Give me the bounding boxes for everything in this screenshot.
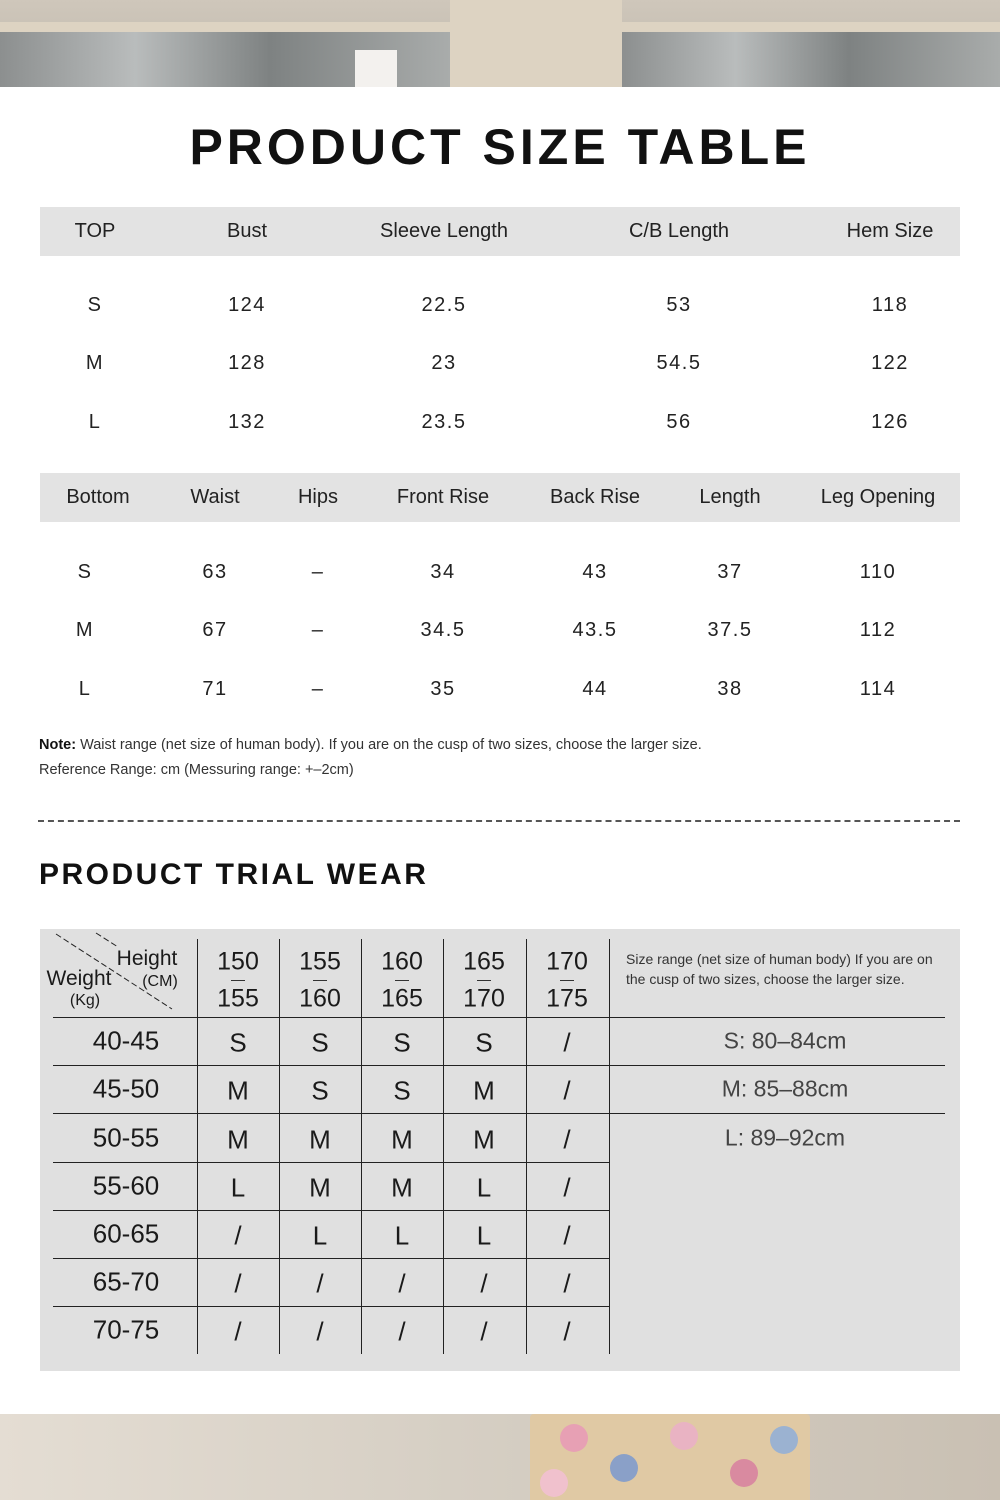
bottom-table-cell: S xyxy=(77,561,93,583)
bottom-table-cell: 35 xyxy=(430,678,456,700)
height-col-top: 165 xyxy=(463,947,505,976)
top-table-cell: M xyxy=(85,352,105,374)
top-table-cell: L xyxy=(88,411,102,433)
size-cell: / xyxy=(398,1268,406,1299)
size-cell: / xyxy=(563,1316,571,1347)
grid-vertical-line xyxy=(443,939,444,1354)
size-cell: / xyxy=(563,1268,571,1299)
corner-cm-label: (CM) xyxy=(142,973,178,990)
grid-horizontal-line xyxy=(53,1210,609,1211)
range-note: Size range (net size of human body) If you are on the cusp of two sizes, choose the larger size. xyxy=(626,951,933,987)
bottom-header-cell: Back Rise xyxy=(549,486,641,508)
size-cell: L xyxy=(476,1220,492,1251)
size-cell: / xyxy=(480,1316,488,1347)
top-table-cell: 122 xyxy=(871,352,909,374)
bottom-table-cell: 110 xyxy=(859,561,897,583)
top-table-cell: 54.5 xyxy=(656,352,702,374)
bottom-table-cell: – xyxy=(311,561,325,583)
bottom-header-cell: Leg Opening xyxy=(820,486,936,508)
weight-range-cell: 45-50 xyxy=(92,1073,160,1104)
size-cell: M xyxy=(309,1172,331,1203)
height-col-dash xyxy=(395,980,409,981)
size-cell: / xyxy=(563,1220,571,1251)
bottom-table-cell: 34 xyxy=(430,561,456,583)
top-header-cell: C/B Length xyxy=(628,220,730,242)
height-col-dash xyxy=(313,980,327,981)
bottom-table-cell: L xyxy=(78,678,92,700)
bottom-table-cell: 44 xyxy=(582,678,608,700)
top-table-cell: 128 xyxy=(228,352,266,374)
size-cell: M xyxy=(391,1172,413,1203)
bottom-header-cell: Waist xyxy=(190,486,240,508)
bottom-photo-strip xyxy=(0,1414,1000,1500)
top-photo-strip xyxy=(0,0,1000,87)
page-title: PRODUCT SIZE TABLE xyxy=(189,119,811,175)
height-col-bottom: 170 xyxy=(463,984,505,1013)
height-col-bottom: 155 xyxy=(217,984,259,1013)
height-col-bottom: 160 xyxy=(299,984,341,1013)
size-cell: S xyxy=(475,1027,493,1058)
bottom-table-cell: 37.5 xyxy=(707,619,753,641)
trial-wear-table xyxy=(40,929,960,1371)
height-col-top: 160 xyxy=(381,947,423,976)
bottom-table-cell: 34.5 xyxy=(420,619,466,641)
corner-height-label: Height xyxy=(116,947,178,970)
top-header-cell: Bust xyxy=(226,220,268,242)
height-col-dash xyxy=(477,980,491,981)
bottom-header-cell: Bottom xyxy=(66,486,130,508)
grid-horizontal-line xyxy=(53,1162,609,1163)
bottom-table-cell: 71 xyxy=(202,678,228,700)
bottom-header-cell: Front Rise xyxy=(396,486,490,508)
top-table-cell: 118 xyxy=(871,294,909,316)
weight-range-cell: 40-45 xyxy=(92,1025,160,1056)
size-cell: S xyxy=(393,1075,411,1106)
size-cell: / xyxy=(234,1268,242,1299)
grid-vertical-line xyxy=(279,939,280,1354)
note-line-1 xyxy=(39,737,702,753)
bottom-header-cell: Length xyxy=(699,486,761,508)
grid-horizontal-line xyxy=(609,1017,945,1018)
height-col-top: 150 xyxy=(217,947,259,976)
grid-vertical-line xyxy=(526,939,527,1354)
weight-range-cell: 65-70 xyxy=(92,1266,160,1297)
trial-wear-title: PRODUCT TRIAL WEAR xyxy=(39,858,429,891)
top-table-cell: 56 xyxy=(666,411,692,433)
bottom-table-cell: M xyxy=(75,619,95,641)
size-cell: S xyxy=(393,1027,411,1058)
top-table-cell: 53 xyxy=(666,294,692,316)
size-cell: / xyxy=(316,1268,324,1299)
top-header-cell: Sleeve Length xyxy=(380,220,508,242)
bottom-table-cell: 43 xyxy=(582,561,608,583)
size-cell: M xyxy=(309,1124,331,1154)
height-col-bottom: 165 xyxy=(381,984,423,1013)
grid-horizontal-line xyxy=(609,1065,945,1066)
note-text: Waist range (net size of human body). If you are on the cusp of two sizes, choose the larger size. xyxy=(80,737,702,753)
size-cell: / xyxy=(563,1172,571,1203)
size-cell: L xyxy=(476,1172,492,1203)
corner-kg-label: (Kg) xyxy=(69,992,101,1009)
bottom-table-cell: 67 xyxy=(202,619,228,641)
weight-range-cell: 70-75 xyxy=(92,1314,160,1345)
grid-horizontal-line xyxy=(53,1306,609,1307)
grid-vertical-line xyxy=(197,939,198,1354)
size-cell: / xyxy=(398,1316,406,1347)
height-col-dash xyxy=(560,980,574,981)
size-cell: L xyxy=(312,1220,328,1251)
bust-range-cell: L: 89–92cm xyxy=(724,1124,846,1150)
size-cell: / xyxy=(563,1124,571,1154)
bottom-table-cell: 37 xyxy=(717,561,743,583)
weight-range-cell: 60-65 xyxy=(92,1218,160,1249)
height-col-dash xyxy=(231,980,245,981)
height-col-bottom: 175 xyxy=(546,984,588,1013)
size-cell: / xyxy=(316,1316,324,1347)
top-table-cell: 23.5 xyxy=(421,411,467,433)
size-cell: S xyxy=(311,1027,329,1058)
note-line-2: Reference Range: cm (Messuring range: +–2cm) xyxy=(39,762,354,778)
top-table-cell: 132 xyxy=(228,411,266,433)
size-cell: S xyxy=(229,1027,247,1058)
size-cell: M xyxy=(227,1075,249,1106)
section-divider xyxy=(38,820,960,822)
top-table-cell: 124 xyxy=(228,294,266,316)
skirt-photo xyxy=(530,1414,810,1500)
size-cell: / xyxy=(234,1220,242,1251)
bottom-table-cell: 63 xyxy=(202,561,228,583)
top-table-cell: S xyxy=(87,294,103,316)
top-header-cell: TOP xyxy=(74,220,116,242)
bottom-table-cell: 112 xyxy=(859,619,897,641)
size-cell: M xyxy=(473,1075,495,1106)
top-table-cell: 126 xyxy=(871,411,909,433)
grid-horizontal-line xyxy=(53,1017,609,1018)
bottom-table-cell: 43.5 xyxy=(572,619,618,641)
height-col-top: 155 xyxy=(299,947,341,976)
top-table-cell: 23 xyxy=(431,352,457,374)
bust-range-cell: S: 80–84cm xyxy=(723,1027,847,1054)
size-cell: M xyxy=(473,1124,495,1154)
grid-horizontal-line xyxy=(53,1258,609,1259)
bottom-table-cell: 38 xyxy=(717,678,743,700)
note-label: Note: xyxy=(39,737,77,753)
grid-horizontal-line xyxy=(609,1113,945,1114)
bottom-table-cell: – xyxy=(311,619,325,641)
size-cell: M xyxy=(391,1124,413,1154)
bottom-table-cell: 114 xyxy=(859,678,897,700)
top-header-cell: Hem Size xyxy=(846,220,934,242)
size-cell: L xyxy=(394,1220,410,1251)
size-cell: / xyxy=(480,1268,488,1299)
top-table-cell: 22.5 xyxy=(421,294,467,316)
weight-range-cell: 55-60 xyxy=(92,1170,160,1201)
size-cell: / xyxy=(563,1075,571,1106)
grid-vertical-line xyxy=(609,939,610,1354)
height-col-top: 170 xyxy=(546,947,588,976)
size-cell: S xyxy=(311,1075,329,1106)
grid-horizontal-line xyxy=(53,1113,609,1114)
bottom-header-cell: Hips xyxy=(297,486,339,508)
size-cell: / xyxy=(563,1027,571,1058)
bust-range-cell: M: 85–88cm xyxy=(721,1075,849,1102)
size-cell: L xyxy=(230,1172,246,1203)
corner-weight-label: Weight xyxy=(46,967,112,990)
size-cell: M xyxy=(227,1124,249,1154)
weight-range-cell: 50-55 xyxy=(92,1122,160,1152)
bottom-table-cell: – xyxy=(311,678,325,700)
size-cell: / xyxy=(234,1316,242,1347)
grid-horizontal-line xyxy=(53,1065,609,1066)
grid-vertical-line xyxy=(361,939,362,1354)
